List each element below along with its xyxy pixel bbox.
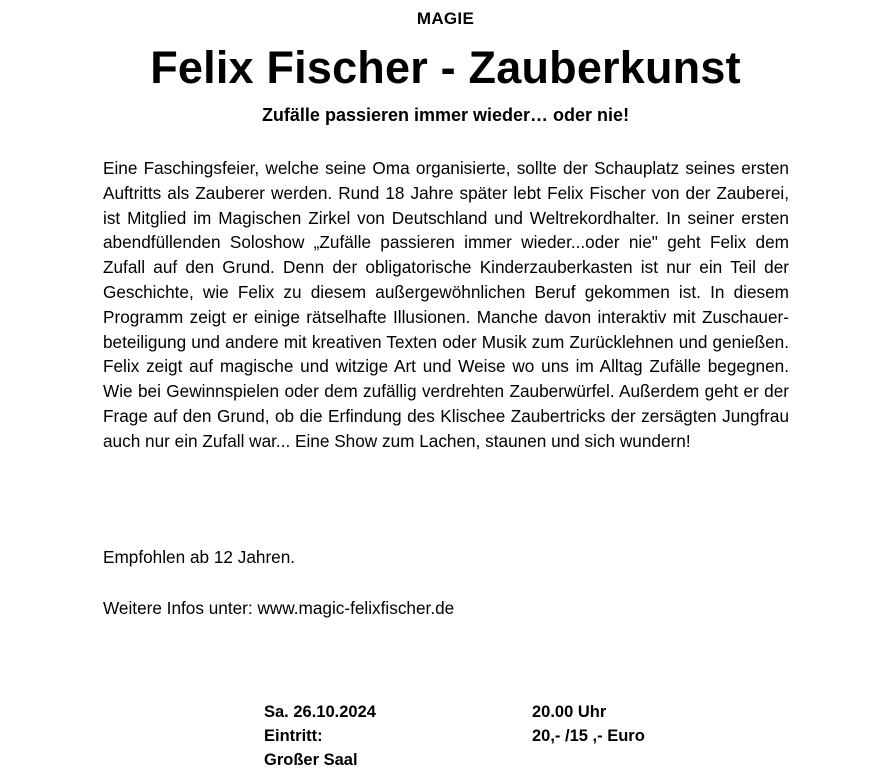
event-venue: Großer Saal <box>264 751 358 769</box>
event-details <box>264 700 732 772</box>
event-row-date <box>264 700 732 724</box>
entry-label: Eintritt: <box>264 727 323 745</box>
event-row-entry <box>264 724 732 748</box>
event-row-venue <box>264 748 732 772</box>
event-date: Sa. 26.10.2024 <box>264 703 376 721</box>
event-time: 20.00 Uhr <box>532 703 607 721</box>
page-subtitle: Zufälle passieren immer wieder… oder nie! <box>261 105 630 125</box>
entry-price: 20,- /15 ,- Euro <box>532 727 645 745</box>
event-description: Eine Faschingsfeier, welche seine Oma organisierte, sollte der Schauplatz seines ersten Auftritts als Zauberer werden. Rund 18 Jahre später lebt Felix Fischer von der Zauberei, ist Mitglied im Magischen Zirkel von Deutschland und Weltrekordhalter. In seiner ersten abendfüllenden Soloshow „Zufälle passieren immer wieder...oder nie" geht Felix dem Zufall auf den Grund. Denn der obligatorische Kinderzauberkasten ist nur ein Teil der Geschichte, wie Felix zu diesem außergewöhnlichen Beruf gekommen ist. In diesem Programm zeigt er einige rätselhafte Illusionen. Manche davon interaktiv mit Zuschauer-beteiligung und andere mit kreativen Texten oder Musik zum Zurücklehnen und genießen. Felix zeigt auf magische und witzige Art und Weise wo uns im Alltag Zufälle begegnen. Wie bei Gewinnspielen oder dem zufällig verdrehten Zauberwürfel. Außerdem geht er der Frage auf den Grund, ob die Erfindung des Klischee Zaubertricks der zersägten Jungfrau auch nur ein Zufall war... Eine Show zum Lachen, staunen und sich wundern! <box>103 158 789 451</box>
age-recommendation: Empfohlen ab 12 Jahren. <box>103 547 296 567</box>
category-label: MAGIE <box>416 9 475 28</box>
more-info-text: Weitere Infos unter: www.magic-felixfischer.de <box>103 598 455 618</box>
page-title: Felix Fischer - Zauberkunst <box>150 42 741 93</box>
